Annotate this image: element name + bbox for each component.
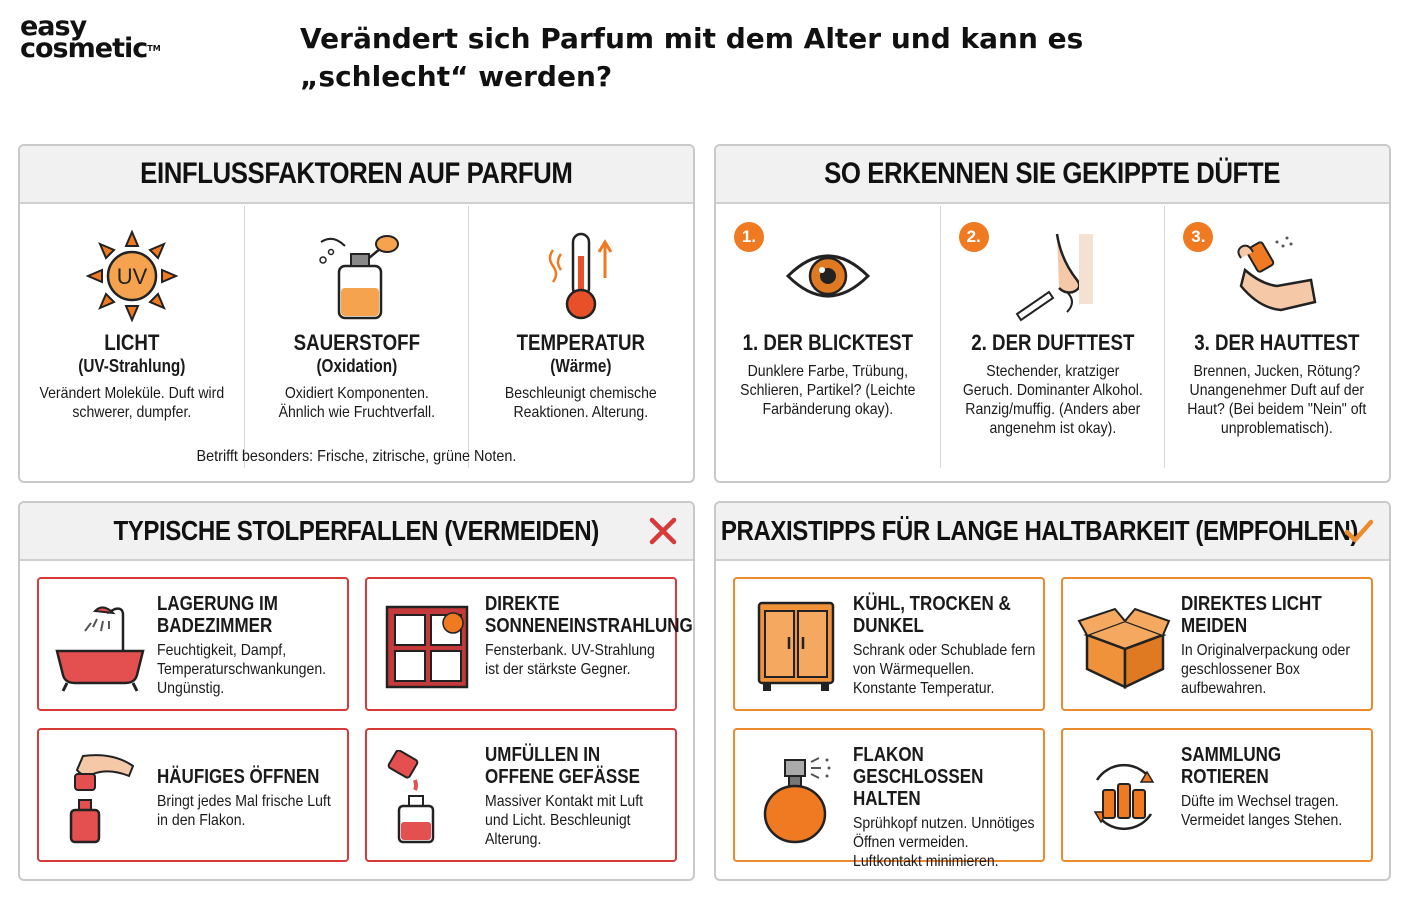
step-number-badge: 3.: [1183, 222, 1213, 252]
factor-text: Beschleunigt chemische Reaktionen. Alterung.: [505, 385, 658, 421]
card-title: UMFÜLLEN IN OFFENE GEFÄSSE: [485, 744, 640, 788]
panel-header: [716, 503, 1389, 561]
card-text: Feuchtigkeit, Dampf, Temperaturschwankungen. Ungünstig.: [157, 642, 327, 697]
test-title: 1. DER BLICKTEST: [742, 330, 914, 355]
tip-card-rotate-collection: [1061, 728, 1373, 862]
pouring-bottle-icon: [381, 750, 475, 844]
card-text: Sprühkopf nutzen. Unnötiges Öffnen vermeiden. Luftkontakt minimieren.: [853, 815, 1035, 870]
box-icon: [1077, 599, 1171, 693]
logo-line-2: cosmetic: [20, 33, 148, 64]
test-title: 2. DER DUFTTEST: [970, 330, 1135, 355]
card-text: Massiver Kontakt mit Luft und Licht. Beschleunigt Alterung.: [485, 793, 644, 848]
factor-title: TEMPERATUR: [516, 330, 646, 355]
eye-icon: [782, 230, 874, 322]
panel-footer-note: Betrifft besonders: Frische, zitrische, grüne Noten.: [196, 448, 517, 465]
nose-smell-strip-icon: [1007, 230, 1099, 322]
test-text: Brennen, Jucken, Rötung? Unangenehmer Duft auf der Haut? (Bei beidem "Nein" oft unproblematisch).: [1187, 363, 1367, 437]
test-text: Stechender, kratziger Geruch. Dominanter Alkohol. Ranzig/muffig. (Anders aber angenehm ist okay).: [962, 363, 1143, 437]
test-visual: [716, 206, 940, 468]
panel-title: EINFLUSSFAKTOREN AUF PARFUM: [140, 157, 573, 190]
factor-temperature: [468, 206, 693, 468]
card-title: SAMMLUNG ROTIEREN: [1181, 744, 1282, 788]
card-title: DIREKTE SONNENEINSTRAHLUNG: [485, 593, 693, 637]
red-x-icon: [647, 515, 679, 547]
card-text: Fensterbank. UV-Strahlung ist der stärkste Gegner.: [485, 642, 655, 678]
panel-header: [20, 146, 693, 204]
sunny-window-icon: [381, 599, 475, 693]
panel-pitfalls: [18, 501, 695, 881]
arm-spray-icon: [1231, 230, 1323, 322]
tip-card-avoid-light: [1061, 577, 1373, 711]
factor-title: SAUERSTOFF: [293, 330, 420, 355]
page-title: Verändert sich Parfum mit dem Alter und kann es „schlecht“ werden?: [300, 22, 1084, 93]
cabinet-icon: [749, 599, 843, 693]
card-title: LAGERUNG IM BADEZIMMER: [157, 593, 278, 637]
perfume-atomizer-icon: [311, 230, 403, 322]
factor-light: [20, 206, 244, 468]
card-title: DIREKTES LICHT MEIDEN: [1181, 593, 1322, 637]
tip-card-keep-closed: [733, 728, 1045, 870]
card-text: Düfte im Wechsel tragen. Vermeidet langes Stehen.: [1181, 793, 1343, 829]
pitfall-card-opening: [37, 728, 349, 862]
panel-header: [20, 503, 693, 561]
orange-check-icon: [1343, 515, 1375, 547]
card-title: HÄUFIGES ÖFFNEN: [157, 766, 320, 788]
card-text: Bringt jedes Mal frische Luft in den Flakon.: [157, 793, 331, 829]
panel-title: SO ERKENNEN SIE GEKIPPTE DÜFTE: [824, 157, 1281, 190]
factor-title: LICHT: [104, 330, 160, 355]
factor-oxygen: [244, 206, 469, 468]
card-title: KÜHL, TROCKEN & DUNKEL: [853, 593, 1011, 637]
logo-line-1: easy: [20, 11, 87, 42]
factor-subtitle: (Oxidation): [316, 356, 397, 376]
step-number-badge: 2.: [959, 222, 989, 252]
bathtub-shower-icon: [53, 599, 147, 693]
pitfall-card-bathroom: [37, 577, 349, 711]
panel-title: TYPISCHE STOLPERFALLEN (VERMEIDEN): [113, 515, 600, 546]
test-smell: [940, 206, 1165, 468]
test-skin: [1164, 206, 1389, 468]
panel-detect-spoiled: [714, 144, 1391, 483]
hand-opening-bottle-icon: [53, 750, 147, 844]
factor-text: Oxidiert Komponenten. Ähnlich wie Fruchtverfall.: [278, 385, 435, 421]
pitfall-card-decanting: [365, 728, 677, 862]
closed-flacon-icon: [749, 750, 843, 844]
logo-trademark: TM: [147, 44, 161, 53]
test-title: 3. DER HAUTTEST: [1194, 330, 1360, 355]
uv-badge-text: UV: [116, 264, 148, 289]
rotate-bottles-icon: [1077, 750, 1171, 844]
factor-subtitle: (UV-Strahlung): [78, 356, 186, 376]
card-text: Schrank oder Schublade fern von Wärmequellen. Konstante Temperatur.: [853, 642, 1036, 697]
factor-subtitle: (Wärme): [550, 356, 612, 376]
factor-text: Verändert Moleküle. Duft wird schwerer, dumpfer.: [39, 385, 225, 421]
panel-storage-tips: [714, 501, 1391, 881]
card-title: FLAKON GESCHLOSSEN HALTEN: [853, 744, 984, 810]
uv-sun-icon: [86, 230, 178, 322]
card-text: In Originalverpackung oder geschlossener Box aufbewahren.: [1181, 642, 1351, 697]
test-text: Dunklere Farbe, Trübung, Schlieren, Partikel? (Leichte Farbänderung okay).: [740, 363, 916, 418]
step-number-badge: 1.: [734, 222, 764, 252]
pitfall-card-sunlight: [365, 577, 693, 711]
panel-header: [716, 146, 1389, 204]
panel-title: PRAXISTIPPS FÜR LANGE HALTBARKEIT (EMPFOHLEN): [720, 515, 1359, 546]
brand-logo: [20, 11, 190, 66]
panel-influence-factors: [18, 144, 695, 483]
tip-card-cool-dry-dark: [733, 577, 1045, 711]
thermometer-icon: [535, 230, 627, 322]
